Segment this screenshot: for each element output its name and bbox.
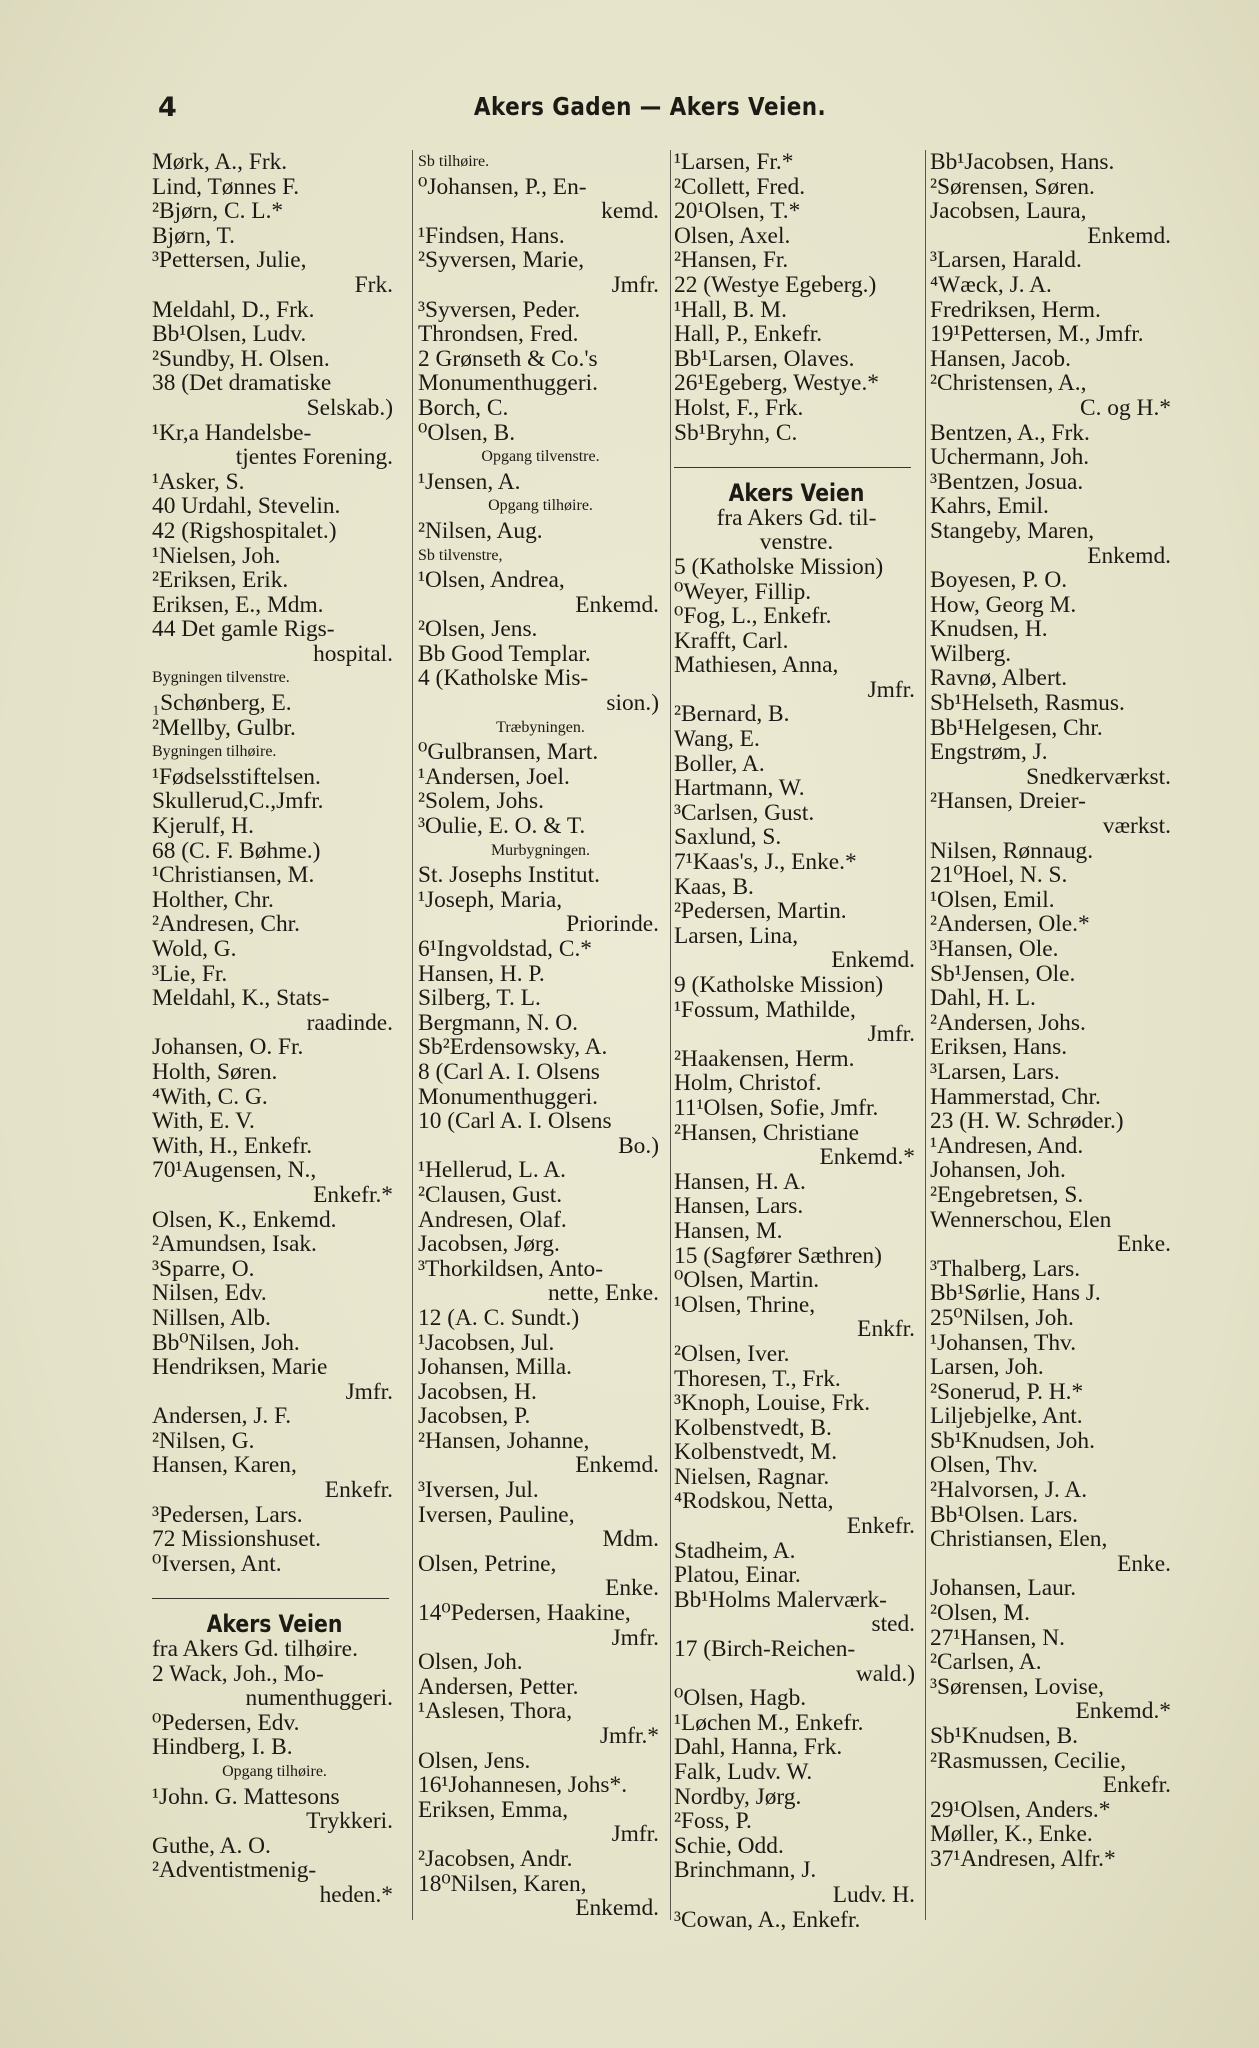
directory-entry: Saxlund, S. [674, 825, 782, 851]
subheading-label: Opgang tilvenstre. [481, 448, 600, 466]
directory-entry: Johansen, Laur. [930, 1576, 1077, 1602]
directory-entry: Trykkeri. [306, 1809, 393, 1834]
directory-entry: Eriksen, E., Mdm. [152, 592, 324, 618]
directory-entry: ¹Christiansen, M. [152, 863, 315, 888]
directory-entry: 18⁰Nilsen, Karen, [418, 1871, 587, 1897]
directory-entry: Olsen, Thv. [930, 1453, 1038, 1479]
column-4 [930, 150, 1175, 1872]
directory-entry: 2 Grønseth & Co.'s [418, 346, 598, 372]
directory-entry: ¹Nielsen, Joh. [152, 543, 281, 569]
directory-entry: Brinchmann, J. [674, 1858, 817, 1883]
directory-entry: Sb¹Knudsen, B. [930, 1724, 1079, 1749]
directory-entry: ¹Kr,a Handelsbe- [152, 420, 312, 446]
directory-entry: Enkemd. [831, 948, 915, 973]
directory-entry: Ludv. H. [832, 1882, 915, 1908]
directory-entry: ²Hansen, Dreier- [930, 789, 1086, 815]
directory-entry: Enke. [1117, 1232, 1171, 1257]
directory-entry: ¹Jensen, A. [418, 469, 521, 495]
directory-entry: Kjerulf, H. [152, 814, 254, 839]
column-1 [152, 150, 397, 1908]
directory-entry: Jmfr. [867, 677, 915, 703]
directory-entry: Meldahl, K., Stats- [152, 986, 330, 1011]
directory-entry: ¹Andresen, And. [930, 1133, 1084, 1159]
directory-entry: 22 (Westye Egeberg.) [674, 272, 877, 298]
directory-entry: Liljebjelke, Ant. [930, 1404, 1083, 1429]
directory-entry: fra Akers Gd. tilhøire. [152, 1637, 358, 1662]
column-divider [670, 150, 671, 1920]
directory-entry: Christiansen, Elen, [930, 1527, 1108, 1552]
directory-entry: Jacobsen, P. [418, 1404, 531, 1429]
directory-entry: Enke. [1117, 1551, 1171, 1577]
directory-entry: 27¹Hansen, N. [930, 1625, 1065, 1651]
directory-entry: Stadheim, A. [674, 1538, 796, 1564]
directory-entry: Silberg, T. L. [418, 986, 541, 1011]
directory-entry: ³Iversen, Jul. [418, 1478, 539, 1503]
directory-entry: ²Sundby, H. Olsen. [152, 346, 330, 372]
directory-entry: Bentzen, A., Frk. [930, 420, 1090, 446]
directory-entry: ²Mellby, Gulbr. [152, 715, 296, 741]
directory-entry: ¹Olsen, Thrine, [674, 1292, 816, 1318]
directory-entry: Bb¹Olsen, Ludv. [152, 322, 307, 347]
directory-entry: ¹Olsen, Andrea, [418, 568, 565, 593]
directory-entry: Nordby, Jørg. [674, 1784, 802, 1810]
directory-entry: Nilsen, Edv. [152, 1281, 267, 1306]
directory-entry: ²Foss, P. [674, 1809, 752, 1834]
directory-entry: ²Andersen, Johs. [930, 1010, 1086, 1036]
directory-entry: ³Hansen, Ole. [930, 937, 1059, 962]
directory-entry: ²Sonerud, P. H.* [930, 1379, 1084, 1405]
section-heading: Akers Veien [206, 1612, 343, 1638]
directory-entry: ¹Asker, S. [152, 469, 245, 495]
directory-entry: Bb¹Larsen, Olaves. [674, 346, 855, 372]
directory-entry: Enkefr. [1102, 1773, 1171, 1798]
directory-entry: Lind, Tønnes F. [152, 174, 300, 200]
directory-entry: Throndsen, Fred. [418, 322, 579, 347]
directory-entry: ¹Aslesen, Thora, [418, 1699, 573, 1724]
directory-entry: Larsen, Lina, [674, 923, 799, 949]
directory-entry: ³Pedersen, Lars. [152, 1502, 303, 1528]
directory-entry: 8 (Carl A. I. Olsens [418, 1059, 600, 1085]
directory-entry: ⁴Rodskou, Netta, [674, 1489, 834, 1515]
column-divider [412, 150, 413, 1920]
directory-entry: Hall, P., Enkefr. [674, 322, 823, 347]
directory-entry: Boyesen, P. O. [930, 568, 1068, 593]
directory-entry: Frk. [354, 272, 393, 298]
directory-entry: ³Syversen, Peder. [418, 297, 581, 323]
directory-entry: 38 (Det dramatiske [152, 371, 332, 396]
directory-entry: St. Josephs Institut. [418, 863, 600, 888]
directory-entry: Bb¹Helgesen, Chr. [930, 715, 1103, 741]
directory-entry: Enkemd. [1087, 223, 1171, 249]
directory-entry: Priorinde. [566, 912, 659, 937]
directory-entry: Jmfr. [345, 1379, 393, 1405]
directory-entry: ⁴With, C. G. [152, 1084, 268, 1110]
directory-entry: ³Knoph, Louise, Frk. [674, 1391, 871, 1416]
directory-entry: Jacobsen, Laura, [930, 199, 1087, 224]
directory-entry: Hansen, H. P. [418, 961, 545, 987]
directory-entry: Sb¹Bryhn, C. [674, 420, 798, 446]
directory-entry: Krafft, Carl. [674, 628, 789, 654]
directory-entry: Enkemd.* [1075, 1699, 1171, 1724]
subheading-label: Opgang tilhøire. [222, 1763, 327, 1780]
directory-entry: Fredriksen, Herm. [930, 297, 1101, 323]
directory-entry: ²Pedersen, Martin. [674, 899, 847, 924]
directory-entry: 5 (Katholske Mission) [674, 554, 884, 580]
directory-entry: With, E. V. [152, 1109, 255, 1134]
directory-entry: Nillsen, Alb. [152, 1305, 271, 1331]
directory-entry: ²Nilsen, G. [152, 1428, 255, 1454]
directory-entry: Platou, Einar. [674, 1563, 801, 1588]
directory-entry: ³Carlsen, Gust. [674, 800, 815, 826]
directory-entry: Olsen, Axel. [674, 223, 791, 249]
directory-entry: Mørk, A., Frk. [152, 150, 288, 175]
directory-entry: Guthe, A. O. [152, 1833, 271, 1859]
directory-entry: Enkemd. [575, 1453, 659, 1479]
directory-entry: Hansen, Jacob. [930, 346, 1071, 372]
directory-entry: Falk, Ludv. W. [674, 1760, 813, 1785]
directory-entry: Enkemd.* [819, 1145, 915, 1170]
directory-entry: Ravnø, Albert. [930, 666, 1068, 692]
directory-entry: ⁰Olsen, Hagb. [674, 1686, 807, 1711]
directory-entry: ²Engebretsen, S. [930, 1182, 1084, 1208]
directory-entry: ¹Hellerud, L. A. [418, 1158, 566, 1183]
directory-entry: hospital. [313, 641, 393, 667]
directory-entry: Bb⁰Nilsen, Joh. [152, 1330, 300, 1356]
directory-entry: Bb¹Sørlie, Hans J. [930, 1281, 1101, 1306]
directory-entry: 11¹Olsen, Sofie, Jmfr. [674, 1095, 879, 1121]
directory-entry: Sb²Erdensowsky, A. [418, 1035, 608, 1060]
directory-entry: Jmfr. [867, 1022, 915, 1047]
directory-entry: 37¹Andresen, Alfr.* [930, 1846, 1116, 1872]
directory-entry: tjentes Forening. [235, 445, 393, 470]
column-2 [418, 150, 663, 1921]
directory-entry: Enke. [605, 1576, 659, 1602]
directory-entry: ¹Fødselsstiftelsen. [152, 764, 321, 790]
directory-entry: Bergmann, N. O. [418, 1010, 579, 1036]
directory-entry: ²Andersen, Ole.* [930, 912, 1090, 937]
directory-entry: kemd. [601, 199, 659, 224]
directory-entry: ¹Hall, B. M. [674, 297, 787, 323]
directory-entry: Bb¹Jacobsen, Hans. [930, 150, 1115, 175]
page-number: 4 [158, 92, 177, 123]
directory-entry: Holm, Christof. [674, 1071, 822, 1096]
directory-entry: Wennerschou, Elen [930, 1207, 1112, 1233]
directory-entry: ²Eriksen, Erik. [152, 568, 289, 593]
directory-entry: ¹Jacobsen, Jul. [418, 1330, 555, 1356]
directory-entry: ⁰Fog, L., Enkefr. [674, 604, 832, 629]
directory-entry: ⁰Olsen, B. [418, 420, 516, 446]
directory-entry: With, H., Enkefr. [152, 1133, 313, 1159]
directory-entry: nette, Enke. [547, 1281, 659, 1306]
directory-entry: Bb¹Olsen. Lars. [930, 1502, 1078, 1528]
directory-entry: ⁰Pedersen, Edv. [152, 1710, 300, 1736]
directory-entry: Jacobsen, Jørg. [418, 1232, 560, 1257]
directory-entry: Wilberg. [930, 641, 1012, 667]
directory-entry: ²Carlsen, A. [930, 1650, 1042, 1675]
directory-entry: Holst, F., Frk. [674, 395, 804, 421]
directory-entry: Hansen, Lars. [674, 1194, 804, 1219]
directory-entry: Andersen, Petter. [418, 1674, 579, 1700]
subheading-label: Murbygningen. [490, 841, 591, 859]
directory-entry: Selskab.) [306, 395, 393, 421]
directory-entry: 19¹Pettersen, M., Jmfr. [930, 322, 1144, 347]
directory-entry: ⁰Olsen, Martin. [674, 1268, 820, 1293]
directory-entry: Enkemd. [1087, 543, 1171, 569]
directory-entry: Uchermann, Joh. [930, 445, 1090, 470]
directory-entry: ³Larsen, Harald. [930, 248, 1082, 273]
directory-entry: ²Clausen, Gust. [418, 1182, 563, 1208]
directory-entry: Hansen, Karen, [152, 1453, 297, 1479]
directory-entry: ¹Fossum, Mathilde, [674, 997, 856, 1023]
directory-entry: ⁰Iversen, Ant. [152, 1551, 282, 1577]
directory-entry: ²Collett, Fred. [674, 174, 806, 200]
directory-entry: Kaas, B. [674, 874, 754, 900]
directory-entry: ⁰Gulbransen, Mart. [418, 740, 599, 765]
directory-entry: Johansen, O. Fr. [152, 1035, 304, 1060]
directory-entry: Skullerud,C.,Jmfr. [152, 789, 324, 815]
directory-entry: 29¹Olsen, Anders.* [930, 1797, 1111, 1823]
directory-entry: Holther, Chr. [152, 887, 274, 913]
directory-entry: Hansen, M. [674, 1218, 783, 1244]
subheading-label: Opgang tilhøire. [488, 497, 593, 515]
directory-entry: sion.) [606, 691, 659, 716]
directory-entry: Bb Good Templar. [418, 641, 591, 667]
directory-entry: ²Bjørn, C. L.* [152, 199, 284, 224]
directory-entry: værkst. [1102, 814, 1171, 839]
directory-entry: 20¹Olsen, T.* [674, 199, 801, 224]
directory-entry: ²Adventistmenig- [152, 1858, 317, 1883]
directory-entry: ²Hansen, Christiane [674, 1120, 860, 1146]
directory-entry: 42 (Rigshospitalet.) [152, 518, 337, 544]
directory-entry: Olsen, Jens. [418, 1748, 531, 1774]
subheading-label: Sb tilvenstre, [418, 546, 503, 564]
directory-entry: 14⁰Pedersen, Haakine, [418, 1601, 631, 1626]
directory-entry: 72 Missionshuset. [152, 1527, 321, 1552]
subheading-label: Sb tilhøire. [418, 153, 490, 170]
directory-entry: 44 Det gamle Rigs- [152, 617, 335, 642]
directory-entry: ⁰Weyer, Fillip. [674, 579, 812, 605]
directory-entry: ¹Løchen M., Enkefr. [674, 1710, 864, 1736]
directory-entry: Kahrs, Emil. [930, 494, 1049, 519]
directory-entry: 15 (Sagfører Sæthren) [674, 1243, 882, 1269]
directory-entry: ²Hansen, Fr. [674, 248, 789, 273]
directory-entry: Mdm. [602, 1527, 659, 1552]
directory-entry: 68 (C. F. Bøhme.) [152, 838, 321, 864]
directory-entry: Bjørn, T. [152, 223, 235, 249]
directory-entry: ⁴Wæck, J. A. [930, 272, 1052, 298]
directory-entry: 70¹Augensen, N., [152, 1158, 317, 1183]
directory-entry: Enkefr. [324, 1478, 393, 1503]
directory-entry: Sb¹Knudsen, Joh. [930, 1428, 1095, 1454]
directory-entry: venstre. [759, 530, 834, 555]
directory-entry: Sb¹Helseth, Rasmus. [930, 691, 1125, 716]
directory-entry: Hindberg, I. B. [152, 1735, 293, 1760]
directory-entry: C. og H.* [1080, 395, 1171, 421]
directory-entry: Wold, G. [152, 937, 237, 962]
directory-entry: ²Syversen, Marie, [418, 248, 585, 273]
directory-entry: Jmfr. [611, 1625, 659, 1651]
directory-entry: ²Amundsen, Isak. [152, 1232, 317, 1257]
running-head: Akers Gaden — Akers Veien. [473, 92, 827, 121]
directory-entry: Meldahl, D., Frk. [152, 297, 315, 323]
column-3 [674, 150, 919, 1932]
directory-entry: Johansen, Joh. [930, 1158, 1066, 1183]
page-header [150, 92, 1150, 132]
directory-entry: Jmfr.* [599, 1724, 659, 1749]
directory-entry: ²Bernard, B. [674, 702, 790, 728]
directory-entry: Enkefr. [846, 1514, 915, 1539]
directory-entry: heden.* [319, 1882, 393, 1908]
subheading-label: Bygningen tilvenstre. [152, 669, 290, 687]
directory-entry: ²Olsen, M. [930, 1601, 1030, 1626]
directory-entry: ²Andresen, Chr. [152, 912, 300, 937]
directory-entry: Enkemd. [575, 592, 659, 618]
directory-entry: 16¹Johannesen, Johs*. [418, 1773, 628, 1798]
directory-entry: Kolbenstvedt, M. [674, 1440, 838, 1465]
directory-entry: Sb¹Jensen, Ole. [930, 961, 1076, 987]
directory-entry: Boller, A. [674, 751, 765, 777]
directory-entry: 40 Urdahl, Stevelin. [152, 494, 341, 519]
section-heading: Akers Veien [728, 481, 865, 506]
directory-entry: Stangeby, Maren, [930, 518, 1095, 544]
directory-entry: ³Pettersen, Julie, [152, 248, 307, 273]
directory-entry: Enkemd. [575, 1896, 659, 1921]
directory-entry: Hendriksen, Marie [152, 1355, 328, 1380]
directory-entry: 21⁰Hoel, N. S. [930, 863, 1068, 888]
directory-entry: ²Rasmussen, Cecilie, [930, 1748, 1127, 1774]
directory-entry: 25⁰Nilsen, Joh. [930, 1305, 1074, 1331]
directory-entry: ²Nilsen, Aug. [418, 518, 543, 544]
directory-entry: 7¹Kaas's, J., Enke.* [674, 850, 857, 875]
directory-entry: Andersen, J. F. [152, 1404, 292, 1429]
directory-entry: ²Sørensen, Søren. [930, 174, 1095, 200]
directory-entry: Jmfr. [611, 272, 659, 298]
directory-entry: Nilsen, Rønnaug. [930, 838, 1094, 864]
directory-entry: ²Solem, Johs. [418, 789, 544, 815]
directory-entry: 9 (Katholske Mission) [674, 973, 884, 998]
directory-entry: ³Oulie, E. O. & T. [418, 814, 586, 839]
directory-entry: Kolbenstvedt, B. [674, 1415, 832, 1441]
directory-entry: ³Lie, Fr. [152, 961, 228, 987]
directory-entry: ⁰Johansen, P., En- [418, 174, 587, 200]
directory-entry: Engstrøm, J. [930, 740, 1048, 765]
directory-entry: Møller, K., Enke. [930, 1822, 1093, 1847]
directory-entry: ²Jacobsen, Andr. [418, 1846, 573, 1872]
directory-entry: ³Larsen, Lars. [930, 1059, 1060, 1085]
directory-entry: sted. [871, 1612, 915, 1638]
directory-entry: Thoresen, T., Frk. [674, 1366, 841, 1392]
directory-entry: How, Georg M. [930, 592, 1077, 618]
directory-entry: ³Thorkildsen, Anto- [418, 1256, 604, 1282]
section-divider [152, 1576, 397, 1612]
directory-entry: Snedkerværkst. [1026, 764, 1171, 790]
directory-entry: ³Sparre, O. [152, 1256, 255, 1282]
directory-entry: Nielsen, Ragnar. [674, 1464, 830, 1490]
directory-entry: ¹Andersen, Joel. [418, 764, 570, 790]
directory-entry: 2 Wack, Joh., Mo- [152, 1661, 324, 1687]
directory-entry: numenthuggeri. [245, 1686, 393, 1711]
directory-entry: fra Akers Gd. til- [716, 505, 877, 531]
directory-entry: Olsen, Petrine, [418, 1551, 557, 1577]
directory-entry: Bb¹Holms Malerværk- [674, 1587, 887, 1613]
directory-entry: Olsen, Joh. [418, 1650, 523, 1675]
directory-entry: ³Thalberg, Lars. [930, 1256, 1081, 1282]
directory-entry: Hammerstad, Chr. [930, 1084, 1101, 1110]
directory-entry: Schie, Odd. [674, 1833, 784, 1859]
directory-entry: wald.) [855, 1661, 915, 1687]
directory-entry: Enkefr.* [313, 1182, 393, 1208]
directory-entry: ²Olsen, Jens. [418, 617, 538, 642]
directory-entry: Eriksen, Emma, [418, 1797, 569, 1823]
directory-entry: ²Hansen, Johanne, [418, 1428, 590, 1454]
directory-entry: 10 (Carl A. I. Olsens [418, 1109, 612, 1134]
directory-entry: Holth, Søren. [152, 1059, 278, 1085]
directory-entry: ²Halvorsen, J. A. [930, 1478, 1088, 1503]
directory-entry: 23 (H. W. Schrøder.) [930, 1109, 1124, 1134]
directory-entry: ³Sørensen, Lovise, [930, 1674, 1104, 1700]
directory-entry: ²Haakensen, Herm. [674, 1046, 855, 1072]
directory-entry: Monumenthuggeri. [418, 371, 598, 396]
directory-entry: Andresen, Olaf. [418, 1207, 567, 1233]
subheading-label: Bygningen tilhøire. [152, 743, 277, 761]
directory-entry: ²Olsen, Iver. [674, 1341, 790, 1367]
directory-entry: Dahl, H. L. [930, 986, 1036, 1011]
directory-entry: Larsen, Joh. [930, 1355, 1044, 1380]
directory-entry: Mathiesen, Anna, [674, 653, 839, 678]
directory-entry: Enkfr. [857, 1317, 915, 1342]
directory-entry: Iversen, Pauline, [418, 1502, 575, 1528]
directory-entry: ³Bentzen, Josua. [930, 469, 1084, 495]
subheading-label: Træbyningen. [496, 718, 585, 736]
directory-entry: Monumenthuggeri. [418, 1084, 598, 1110]
directory-entry: 26¹Egeberg, Westye.* [674, 371, 879, 396]
directory-entry: 4 (Katholske Mis- [418, 666, 589, 692]
directory-entry: Olsen, K., Enkemd. [152, 1207, 337, 1233]
directory-entry: Knudsen, H. [930, 617, 1048, 642]
directory-entry: ¹John. G. Mattesons [152, 1784, 340, 1810]
directory-entry: ³Cowan, A., Enkefr. [674, 1907, 861, 1933]
section-divider [674, 445, 919, 481]
directory-entry: ¹Larsen, Fr.* [674, 150, 794, 175]
directory-entry: 17 (Birch-Reichen- [674, 1637, 856, 1662]
directory-entry: Johansen, Milla. [418, 1355, 572, 1380]
directory-entry: Hansen, H. A. [674, 1169, 806, 1195]
directory-entry: ²Christensen, A., [930, 371, 1087, 396]
directory-entry: raadinde. [306, 1010, 393, 1036]
column-divider [925, 150, 926, 1920]
directory-entry: 12 (A. C. Sundt.) [418, 1305, 580, 1331]
directory-entry: Jacobsen, H. [418, 1379, 537, 1405]
directory-entry: Dahl, Hanna, Frk. [674, 1735, 843, 1760]
directory-entry: Borch, C. [418, 395, 509, 421]
directory-entry: Hartmann, W. [674, 776, 805, 801]
directory-entry: ¹Johansen, Thv. [930, 1330, 1077, 1356]
directory-entry: ¹Findsen, Hans. [418, 223, 565, 249]
directory-entry: Bo.) [618, 1133, 659, 1159]
directory-entry: ¹Joseph, Maria, [418, 887, 563, 913]
directory-entry: Jmfr. [611, 1822, 659, 1847]
directory-entry: 6¹Ingvoldstad, C.* [418, 937, 592, 962]
directory-entry: ₁Schønberg, E. [152, 691, 292, 716]
directory-entry: Wang, E. [674, 727, 760, 752]
directory-entry: ¹Olsen, Emil. [930, 887, 1055, 913]
directory-entry: Eriksen, Hans. [930, 1035, 1068, 1060]
